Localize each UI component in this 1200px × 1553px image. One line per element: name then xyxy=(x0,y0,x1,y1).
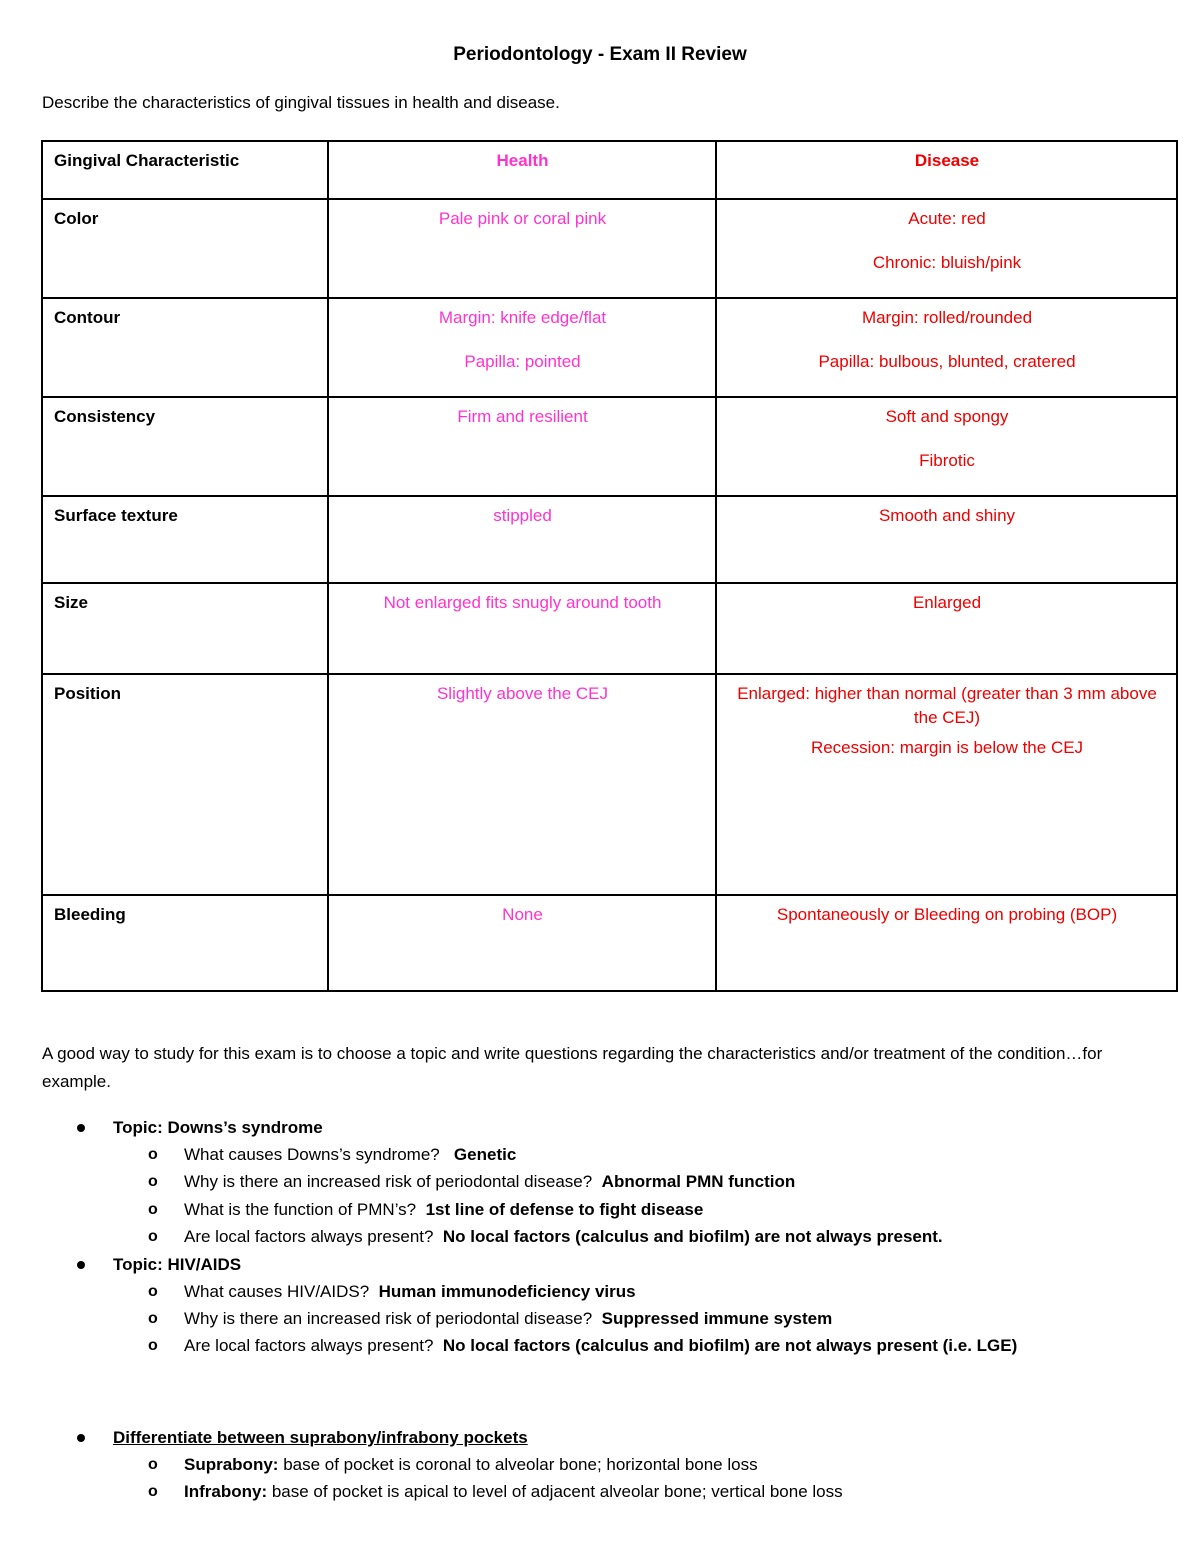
table-header-row xyxy=(42,141,1177,199)
health-cell xyxy=(328,397,716,496)
health-value: Firm and resilient xyxy=(457,407,588,426)
circle-bullet-icon: o xyxy=(148,1146,158,1163)
disease-value: Margin: rolled/rounded xyxy=(861,308,1033,327)
bullet-icon xyxy=(77,1261,85,1269)
row-label: Position xyxy=(42,674,328,895)
question-text: Are local factors always present? xyxy=(184,1336,434,1356)
answer-text: Genetic xyxy=(453,1145,517,1164)
row-label: Size xyxy=(42,583,328,674)
pocket-term: Infrabony: xyxy=(184,1482,268,1502)
circle-bullet-icon: o xyxy=(148,1282,158,1300)
pockets-heading: Differentiate between suprabony/infrabony pockets xyxy=(113,1428,528,1447)
disease-value: Recession: margin is below the CEJ xyxy=(810,737,1084,757)
circle-bullet-icon: o xyxy=(148,1173,158,1191)
health-value: Papilla: pointed xyxy=(464,351,581,371)
pocket-definition xyxy=(113,1478,843,1505)
disease-value: Papilla: bulbous, blunted, cratered xyxy=(818,351,1076,371)
table-row-contour xyxy=(42,298,1177,397)
health-value: Pale pink or coral pink xyxy=(438,209,607,228)
row-label: Color xyxy=(42,199,328,298)
question-text: Why is there an increased risk of periodontal disease? xyxy=(184,1309,593,1329)
pocket-text: base of pocket is apical to level of adjacent alveolar bone; vertical bone loss xyxy=(271,1482,843,1502)
health-cell xyxy=(328,496,716,583)
topic-item xyxy=(42,1251,1017,1360)
pockets-item xyxy=(42,1424,843,1506)
pocket-text: base of pocket is coronal to alveolar bone; horizontal bone loss xyxy=(283,1455,758,1474)
health-value: Not enlarged fits snugly around tooth xyxy=(383,593,662,612)
disease-value: Smooth and shiny xyxy=(878,506,1016,525)
table-row-size xyxy=(42,583,1177,674)
question-item xyxy=(113,1196,1017,1223)
disease-cell xyxy=(716,895,1177,991)
question-item xyxy=(113,1223,1017,1250)
circle-bullet-icon: o xyxy=(148,1228,158,1246)
question-text: What is the function of PMN’s? xyxy=(184,1199,417,1219)
answer-text: Human immunodeficiency virus xyxy=(378,1281,636,1301)
table-row-position xyxy=(42,674,1177,895)
question-text: What causes Downs’s syndrome? xyxy=(184,1145,440,1164)
table-row-color xyxy=(42,199,1177,298)
health-cell xyxy=(328,895,716,991)
intro-text: Describe the characteristics of gingival tissues in health and disease. xyxy=(42,93,560,112)
circle-bullet-icon: o xyxy=(148,1483,158,1501)
topic-item xyxy=(42,1114,1017,1251)
answer-text: Abnormal PMN function xyxy=(601,1172,796,1192)
health-value: Slightly above the CEJ xyxy=(436,684,609,703)
question-item xyxy=(113,1168,1017,1195)
disease-value: Enlarged xyxy=(912,593,982,612)
row-label: Surface texture xyxy=(42,496,328,583)
question-list xyxy=(113,1278,1017,1360)
question-item xyxy=(113,1278,1017,1305)
disease-value: Spontaneously or Bleeding on probing (BOP) xyxy=(776,905,1118,924)
header-disease: Disease xyxy=(716,141,1177,199)
question-text: Are local factors always present? xyxy=(184,1227,434,1247)
circle-bullet-icon: o xyxy=(148,1200,158,1218)
topic-list xyxy=(42,1114,1017,1360)
question-list xyxy=(113,1141,1017,1251)
disease-cell xyxy=(716,298,1177,397)
row-label: Contour xyxy=(42,298,328,397)
topic-heading: Topic: Downs’s syndrome xyxy=(113,1118,323,1137)
health-cell xyxy=(328,583,716,674)
table-row-consistency xyxy=(42,397,1177,496)
pocket-term: Suprabony: xyxy=(184,1455,279,1474)
answer-text: No local factors (calculus and biofilm) are not always present. xyxy=(442,1227,943,1247)
disease-cell xyxy=(716,674,1177,895)
question-text: What causes HIV/AIDS? xyxy=(184,1281,370,1301)
disease-cell xyxy=(716,583,1177,674)
header-characteristic: Gingival Characteristic xyxy=(42,141,328,199)
disease-cell xyxy=(716,496,1177,583)
bullet-icon xyxy=(77,1434,85,1442)
question-item xyxy=(113,1332,1017,1359)
pocket-definition xyxy=(113,1451,843,1478)
circle-bullet-icon: o xyxy=(148,1310,158,1328)
answer-text: 1st line of defense to fight disease xyxy=(425,1199,704,1219)
answer-text: Suppressed immune system xyxy=(601,1309,833,1329)
table-row-surface-texture xyxy=(42,496,1177,583)
health-cell xyxy=(328,199,716,298)
question-item xyxy=(113,1305,1017,1332)
topic-heading: Topic: HIV/AIDS xyxy=(113,1254,242,1274)
health-cell xyxy=(328,674,716,895)
disease-cell xyxy=(716,397,1177,496)
study-note: A good way to study for this exam is to choose a topic and write questions regarding the characteristics and/or treatment of the condition…for example. xyxy=(42,1044,1103,1091)
circle-bullet-icon: o xyxy=(148,1337,158,1355)
disease-cell xyxy=(716,199,1177,298)
health-value: Margin: knife edge/flat xyxy=(438,308,607,327)
circle-bullet-icon: o xyxy=(148,1456,158,1473)
disease-value: Fibrotic xyxy=(919,450,975,470)
pockets-list xyxy=(42,1424,843,1506)
health-value: stippled xyxy=(493,506,552,525)
bullet-icon xyxy=(77,1124,85,1132)
disease-value: Acute: red xyxy=(908,209,986,228)
row-label: Bleeding xyxy=(42,895,328,991)
table-row-bleeding xyxy=(42,895,1177,991)
gingival-characteristics-table xyxy=(41,140,1178,992)
health-value: None xyxy=(502,905,543,924)
disease-value: Enlarged: higher than normal (greater than 3 mm above the CEJ) xyxy=(737,684,1157,727)
page-title: Periodontology - Exam II Review xyxy=(453,44,747,65)
answer-text: No local factors (calculus and biofilm) are not always present (i.e. LGE) xyxy=(442,1336,1018,1356)
row-label: Consistency xyxy=(42,397,328,496)
header-health: Health xyxy=(328,141,716,199)
question-item xyxy=(113,1141,1017,1168)
health-cell xyxy=(328,298,716,397)
question-text: Why is there an increased risk of periodontal disease? xyxy=(184,1172,593,1192)
disease-value: Soft and spongy xyxy=(885,407,1009,426)
pockets-sublist xyxy=(113,1451,843,1506)
disease-value: Chronic: bluish/pink xyxy=(872,252,1022,272)
